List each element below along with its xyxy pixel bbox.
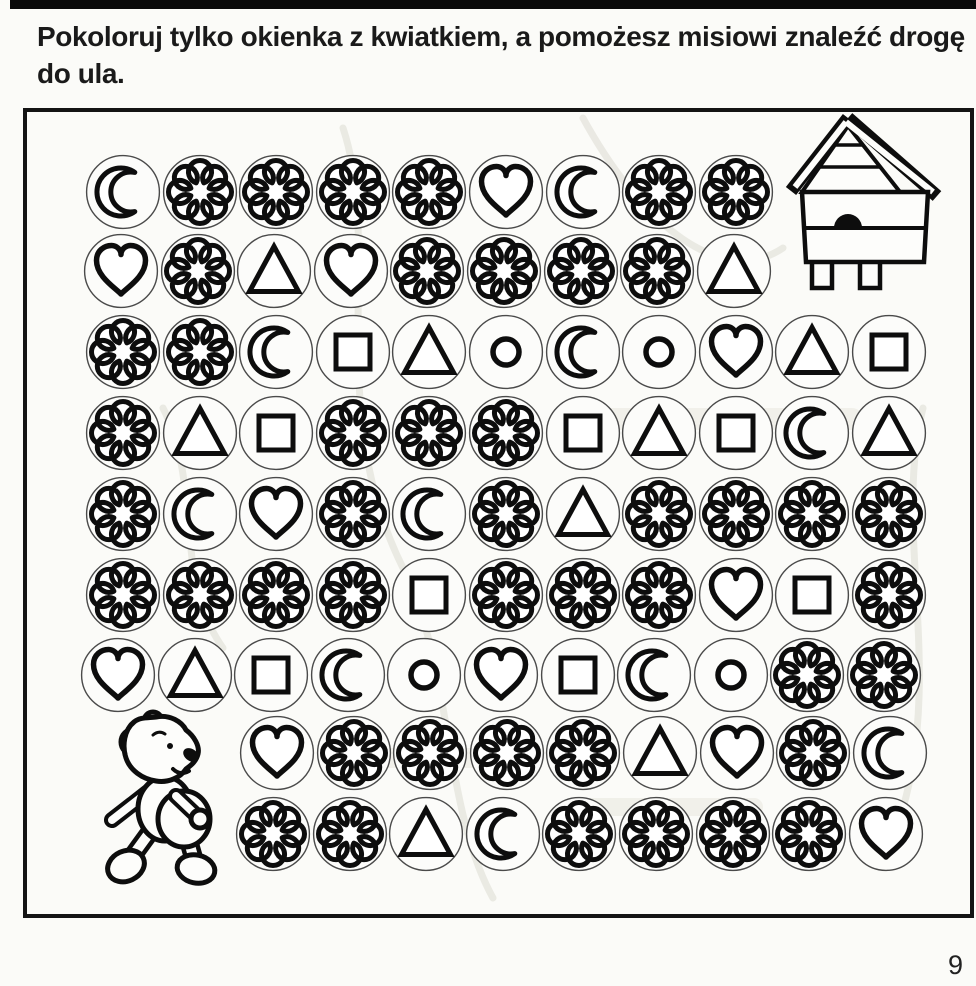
teddy-bear-illustration [90,706,235,892]
grid-cell-flower[interactable] [85,476,161,552]
grid-cell-heart[interactable] [699,715,775,791]
instruction-line-1: Pokoloruj tylko okienka z kwiatkiem, a pomożesz misiowi znaleźć drogę [37,21,965,52]
grid-cell-flower[interactable] [545,557,621,633]
grid-cell-square[interactable] [774,557,850,633]
grid-cell-circle[interactable] [386,637,462,713]
grid-cell-flower[interactable] [162,557,238,633]
grid-cell-flower[interactable] [315,476,391,552]
grid-cell-square[interactable] [233,637,309,713]
grid-cell-heart[interactable] [238,476,314,552]
grid-cell-flower[interactable] [238,154,314,230]
grid-cell-heart[interactable] [80,637,156,713]
grid-cell-flower[interactable] [315,154,391,230]
grid-cell-moon[interactable] [545,314,621,390]
grid-cell-flower[interactable] [315,395,391,471]
grid-cell-moon[interactable] [545,154,621,230]
grid-cell-heart[interactable] [239,715,315,791]
grid-cell-heart[interactable] [468,154,544,230]
grid-cell-triangle[interactable] [157,637,233,713]
grid-cell-flower[interactable] [851,476,927,552]
grid-cell-flower[interactable] [698,476,774,552]
grid-cell-flower[interactable] [392,715,468,791]
grid-cell-square[interactable] [545,395,621,471]
grid-cell-square[interactable] [540,637,616,713]
grid-cell-square[interactable] [238,395,314,471]
grid-cell-triangle[interactable] [236,233,312,309]
grid-cell-flower[interactable] [621,557,697,633]
grid-cell-flower[interactable] [312,796,388,872]
grid-cell-flower[interactable] [545,715,621,791]
grid-cell-flower[interactable] [775,715,851,791]
instruction-text [37,18,967,92]
grid-cell-triangle[interactable] [851,395,927,471]
grid-cell-flower[interactable] [774,476,850,552]
beehive-illustration [782,110,944,292]
grid-cell-moon[interactable] [162,476,238,552]
grid-cell-heart[interactable] [83,233,159,309]
grid-cell-flower[interactable] [621,476,697,552]
grid-cell-heart[interactable] [313,233,389,309]
grid-cell-flower[interactable] [851,557,927,633]
grid-cell-circle[interactable] [468,314,544,390]
grid-cell-triangle[interactable] [388,796,464,872]
grid-cell-flower[interactable] [162,154,238,230]
grid-cell-flower[interactable] [466,233,542,309]
grid-cell-flower[interactable] [85,395,161,471]
grid-cell-triangle[interactable] [774,314,850,390]
grid-cell-triangle[interactable] [622,715,698,791]
grid-cell-moon[interactable] [465,796,541,872]
grid-cell-heart[interactable] [848,796,924,872]
grid-cell-flower[interactable] [85,557,161,633]
grid-cell-flower[interactable] [698,154,774,230]
grid-cell-flower[interactable] [468,476,544,552]
grid-cell-flower[interactable] [391,395,467,471]
grid-cell-triangle[interactable] [621,395,697,471]
grid-cell-heart[interactable] [698,557,774,633]
grid-cell-flower[interactable] [468,395,544,471]
grid-cell-flower[interactable] [621,154,697,230]
grid-cell-moon[interactable] [238,314,314,390]
grid-cell-triangle[interactable] [391,314,467,390]
grid-cell-flower[interactable] [160,233,236,309]
grid-cell-square[interactable] [315,314,391,390]
grid-cell-flower[interactable] [469,715,545,791]
grid-cell-triangle[interactable] [545,476,621,552]
grid-cell-triangle[interactable] [162,395,238,471]
grid-cell-moon[interactable] [616,637,692,713]
grid-cell-square[interactable] [698,395,774,471]
grid-cell-flower[interactable] [391,154,467,230]
grid-cell-heart[interactable] [698,314,774,390]
grid-cell-heart[interactable] [463,637,539,713]
grid-cell-flower[interactable] [695,796,771,872]
page-number: 9 [948,950,964,980]
grid-cell-flower[interactable] [238,557,314,633]
grid-cell-circle[interactable] [693,637,769,713]
grid-cell-flower[interactable] [235,796,311,872]
grid-cell-flower[interactable] [769,637,845,713]
grid-cell-moon[interactable] [310,637,386,713]
grid-cell-flower[interactable] [619,233,695,309]
grid-cell-flower[interactable] [543,233,619,309]
grid-cell-flower[interactable] [162,314,238,390]
grid-cell-flower[interactable] [846,637,922,713]
grid-cell-flower[interactable] [541,796,617,872]
grid-cell-moon[interactable] [774,395,850,471]
grid-cell-flower[interactable] [618,796,694,872]
grid-cell-flower[interactable] [315,557,391,633]
grid-cell-flower[interactable] [771,796,847,872]
scan-edge-bar [10,0,976,9]
grid-cell-square[interactable] [851,314,927,390]
grid-cell-triangle[interactable] [696,233,772,309]
grid-cell-moon[interactable] [391,476,467,552]
grid-cell-flower[interactable] [316,715,392,791]
grid-cell-square[interactable] [391,557,467,633]
grid-cell-moon[interactable] [85,154,161,230]
grid-cell-circle[interactable] [621,314,697,390]
grid-cell-flower[interactable] [389,233,465,309]
grid-cell-flower[interactable] [468,557,544,633]
grid-cell-flower[interactable] [85,314,161,390]
instruction-line-2: do ula. [37,58,125,89]
grid-cell-moon[interactable] [852,715,928,791]
